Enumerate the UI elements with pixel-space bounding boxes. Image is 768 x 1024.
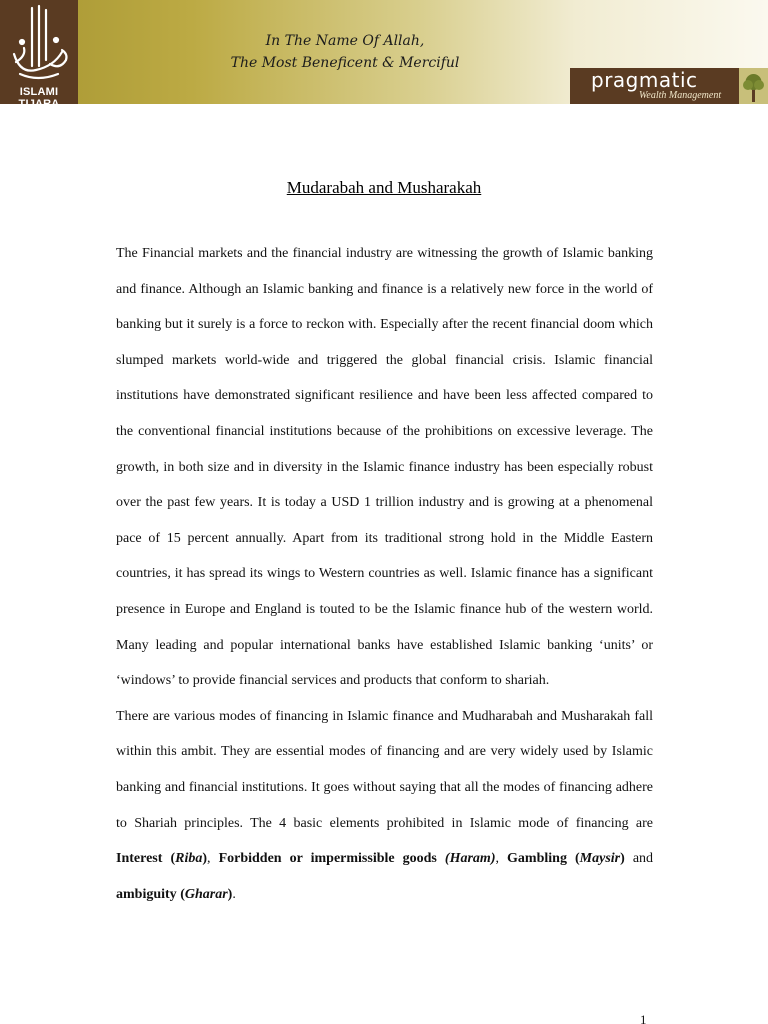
term-gambling: Gambling [507, 851, 567, 867]
term-forbidden-goods: Forbidden or impermissible goods [218, 851, 437, 867]
paragraph-2: There are various modes of financing in Islamic finance and Mudharabah and Musharakah fall within this ambit. They are essential modes of financing and are very widely used by Islamic banking and financial institutions. It goes without saying that all the modes of financing adhere to Shariah principles. The 4 basic elements prohibited in Islamic mode of financing are Interest (Riba), Forbidden or impermissible goods (Haram), Gambling (Maysir) and ambiguity (Gharar). [116, 708, 654, 902]
logo-tagline: Wealth Management [639, 90, 722, 101]
term-interest: Interest [116, 851, 163, 867]
bismillah-line-2: The Most Beneficent & Merciful [230, 55, 460, 71]
logo-accent-bar [570, 68, 577, 104]
islami-tijara-logo [0, 0, 78, 110]
term-haram: Haram [449, 851, 491, 867]
pragmatic-logo [570, 68, 768, 104]
term-gharar: Gharar [184, 886, 228, 902]
paragraph-1: The Financial markets and the financial industry are witnessing the growth of Islamic banking and finance. Although an Islamic banking and finance is a relatively new force in the world of banking but it surely is a force to reckon with. Especially after the recent financial doom which slumped markets world-wide and triggered the global financial crisis. Islamic financial institutions have demonstrated significant resilience and have been less affected compared to the conventional financial institutions because of the prohibitions on excessive leverage. The growth, in both size and in diversity in the Islamic finance industry has been especially robust over the past few years. It is today a USD 1 trillion industry and is growing at a phenomenal pace of 15 percent annually. Apart from its traditional strong hold in the Middle Eastern countries, it has spread its wings to Western countries as well. Islamic finance has a significant presence in Europe and England is touted to be the Islamic finance hub of the western world. Many leading and popular international banks have established Islamic banking ‘units’ or ‘windows’ to provide financial services and products that conform to shariah. [116, 246, 653, 689]
tree-icon [739, 68, 768, 104]
bismillah-line-1: In The Name Of Allah, [265, 33, 425, 49]
page-number: 1 [640, 1012, 647, 1024]
arabic-calligraphy-icon [6, 4, 72, 84]
logo-name: pragmatic [591, 68, 698, 92]
document-title: Mudarabah and Musharakah [286, 178, 482, 197]
paragraph-2-intro: There are various modes of financing in Islamic finance and Mudharabah and Musharakah fall within this ambit. They are essential modes of financing and are very widely used by Islamic banking and financial institutions. It goes without saying that all the modes of financing adhere to Shariah principles. The 4 basic elements prohibited in Islamic mode of financing are [116, 708, 653, 831]
logo-panel [577, 68, 739, 104]
term-maysir: Maysir [579, 851, 621, 867]
document-body [116, 236, 653, 912]
term-ambiguity: ambiguity [116, 886, 177, 902]
conjunction-and: and [624, 851, 654, 867]
term-riba: Riba [175, 851, 203, 867]
logo-label: ISLAMI TIJARA [18, 86, 60, 110]
bismillah-text [180, 30, 510, 74]
